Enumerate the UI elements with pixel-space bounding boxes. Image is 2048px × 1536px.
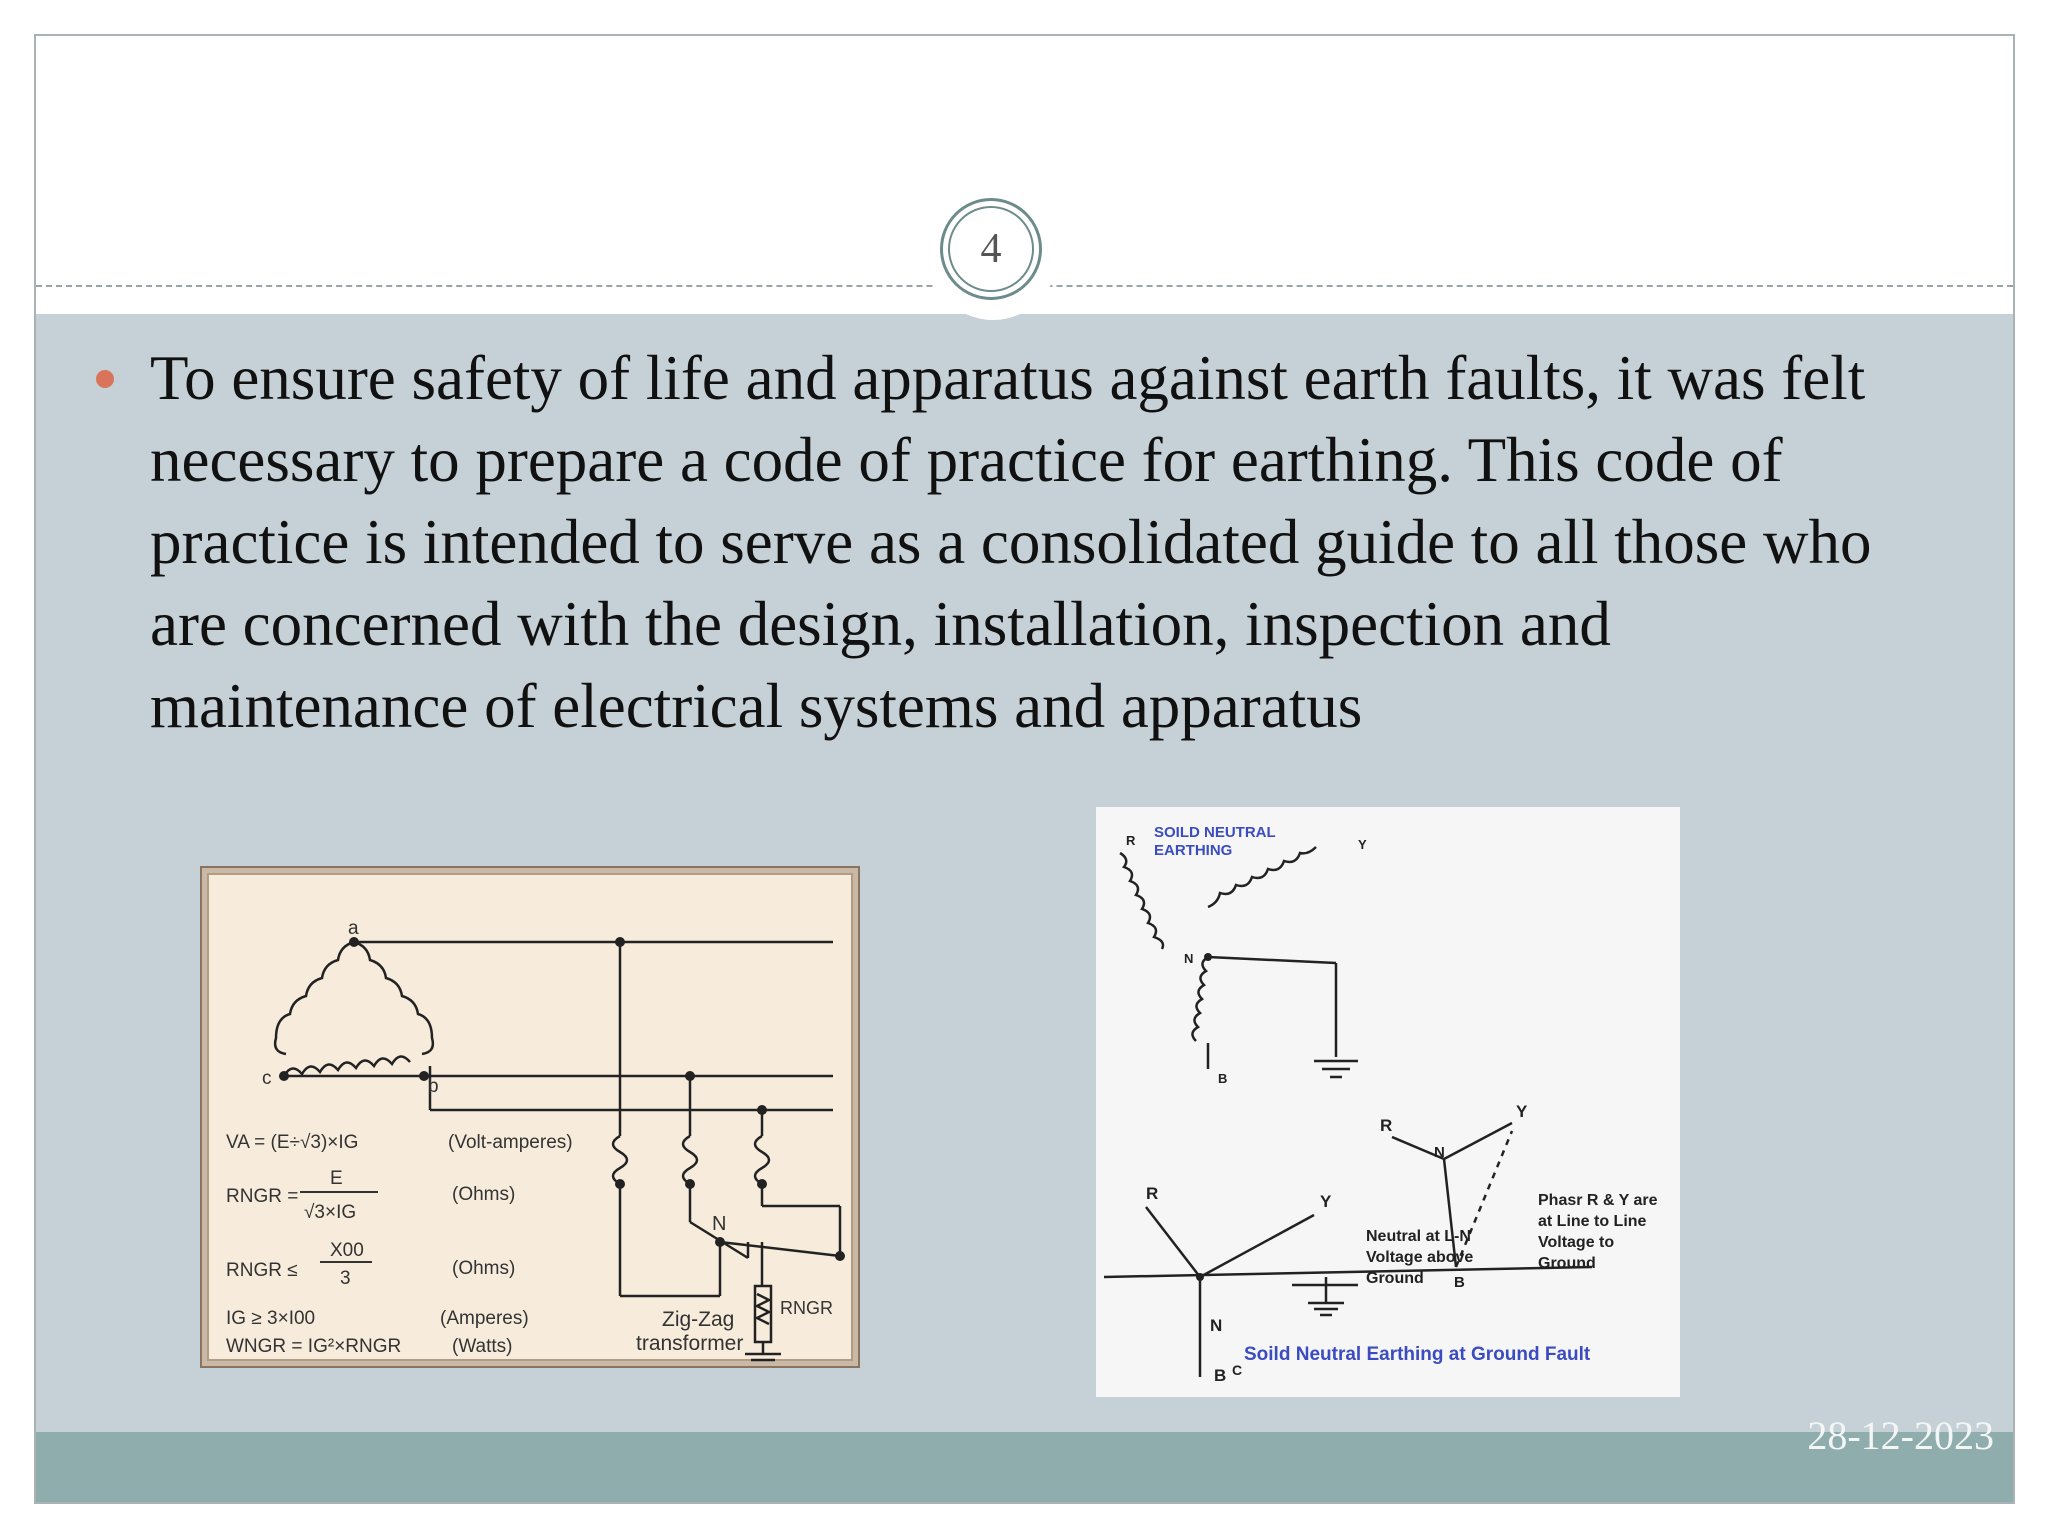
top-title-1: SOILD NEUTRAL xyxy=(1154,824,1276,841)
label-c-bottom: C xyxy=(1232,1362,1243,1378)
neutral-note-1: Neutral at L-N xyxy=(1366,1228,1471,1245)
label-b-bottom: B xyxy=(1214,1366,1227,1385)
formula-rngr2-num: X00 xyxy=(330,1240,364,1261)
formula-ig: IG ≥ 3×I00 xyxy=(226,1308,316,1329)
rngr-label: RNGR xyxy=(780,1298,833,1318)
label-b-right: B xyxy=(1454,1274,1465,1291)
diagram-caption: Soild Neutral Earthing at Ground Fault xyxy=(1244,1344,1591,1365)
label-y-right: Y xyxy=(1516,1102,1528,1121)
formula-rngr-num: E xyxy=(330,1168,343,1189)
node-n-label: N xyxy=(712,1213,727,1235)
top-title-2: EARTHING xyxy=(1154,842,1233,859)
slide-date: 28-12-2023 xyxy=(1807,1413,1994,1458)
phase-note-1: Phasr R & Y are xyxy=(1538,1192,1658,1209)
neutral-note-2: Voltage above xyxy=(1366,1249,1474,1266)
label-r-right: R xyxy=(1380,1116,1393,1135)
unit-ohms-2: (Ohms) xyxy=(452,1258,516,1279)
node-b-label: b xyxy=(428,1076,439,1097)
label-n-top: N xyxy=(1184,951,1194,966)
phase-note-2: at Line to Line xyxy=(1538,1213,1647,1230)
zigzag-transformer-diagram xyxy=(200,866,860,1368)
formula-va: VA = (E÷√3)×IG xyxy=(226,1132,359,1153)
phase-note-4: Ground xyxy=(1538,1255,1596,1272)
bullet-icon xyxy=(96,370,114,388)
unit-ohms-1: (Ohms) xyxy=(452,1184,516,1205)
node-a-label: a xyxy=(348,918,359,939)
formula-w: WNGR = IG²×RNGR xyxy=(226,1336,402,1357)
formula-rngr-label: RNGR = xyxy=(226,1186,299,1207)
label-b-top: B xyxy=(1218,1071,1228,1086)
label-r-left: R xyxy=(1146,1184,1159,1203)
formula-rngr-den: √3×IG xyxy=(304,1202,357,1223)
solid-neutral-earthing-diagram xyxy=(1096,807,1680,1397)
slide-number-inner xyxy=(948,206,1034,292)
unit-va: (Volt-amperes) xyxy=(448,1132,573,1153)
label-y-left: Y xyxy=(1320,1192,1332,1211)
slide-number: 4 xyxy=(980,226,1002,272)
node-c-label: c xyxy=(262,1068,272,1089)
phase-note-3: Voltage to xyxy=(1538,1234,1615,1251)
zigzag-label-2: transformer xyxy=(636,1332,744,1355)
label-r-top: R xyxy=(1126,833,1136,848)
formula-rngr2-label: RNGR ≤ xyxy=(226,1260,298,1281)
formula-rngr2-den: 3 xyxy=(340,1268,351,1289)
bullet-text: To ensure safety of life and apparatus against earth faults, it was felt necessary to prepare a code of practice for earthing. This code of practice is intended to serve as a consolidated guide to all those who are concerned with the design, installation, inspection and maintenance of electrical systems and apparatus xyxy=(150,343,1872,741)
label-n-right: N xyxy=(1434,1144,1445,1161)
unit-amperes: (Amperes) xyxy=(440,1308,529,1329)
label-y-top: Y xyxy=(1358,837,1367,852)
unit-watts: (Watts) xyxy=(452,1336,513,1357)
zigzag-label-1: Zig-Zag xyxy=(662,1308,735,1331)
slide-footer xyxy=(36,1432,2013,1504)
label-n-bottom: N xyxy=(1210,1316,1223,1335)
neutral-note-3: Ground xyxy=(1366,1270,1424,1287)
